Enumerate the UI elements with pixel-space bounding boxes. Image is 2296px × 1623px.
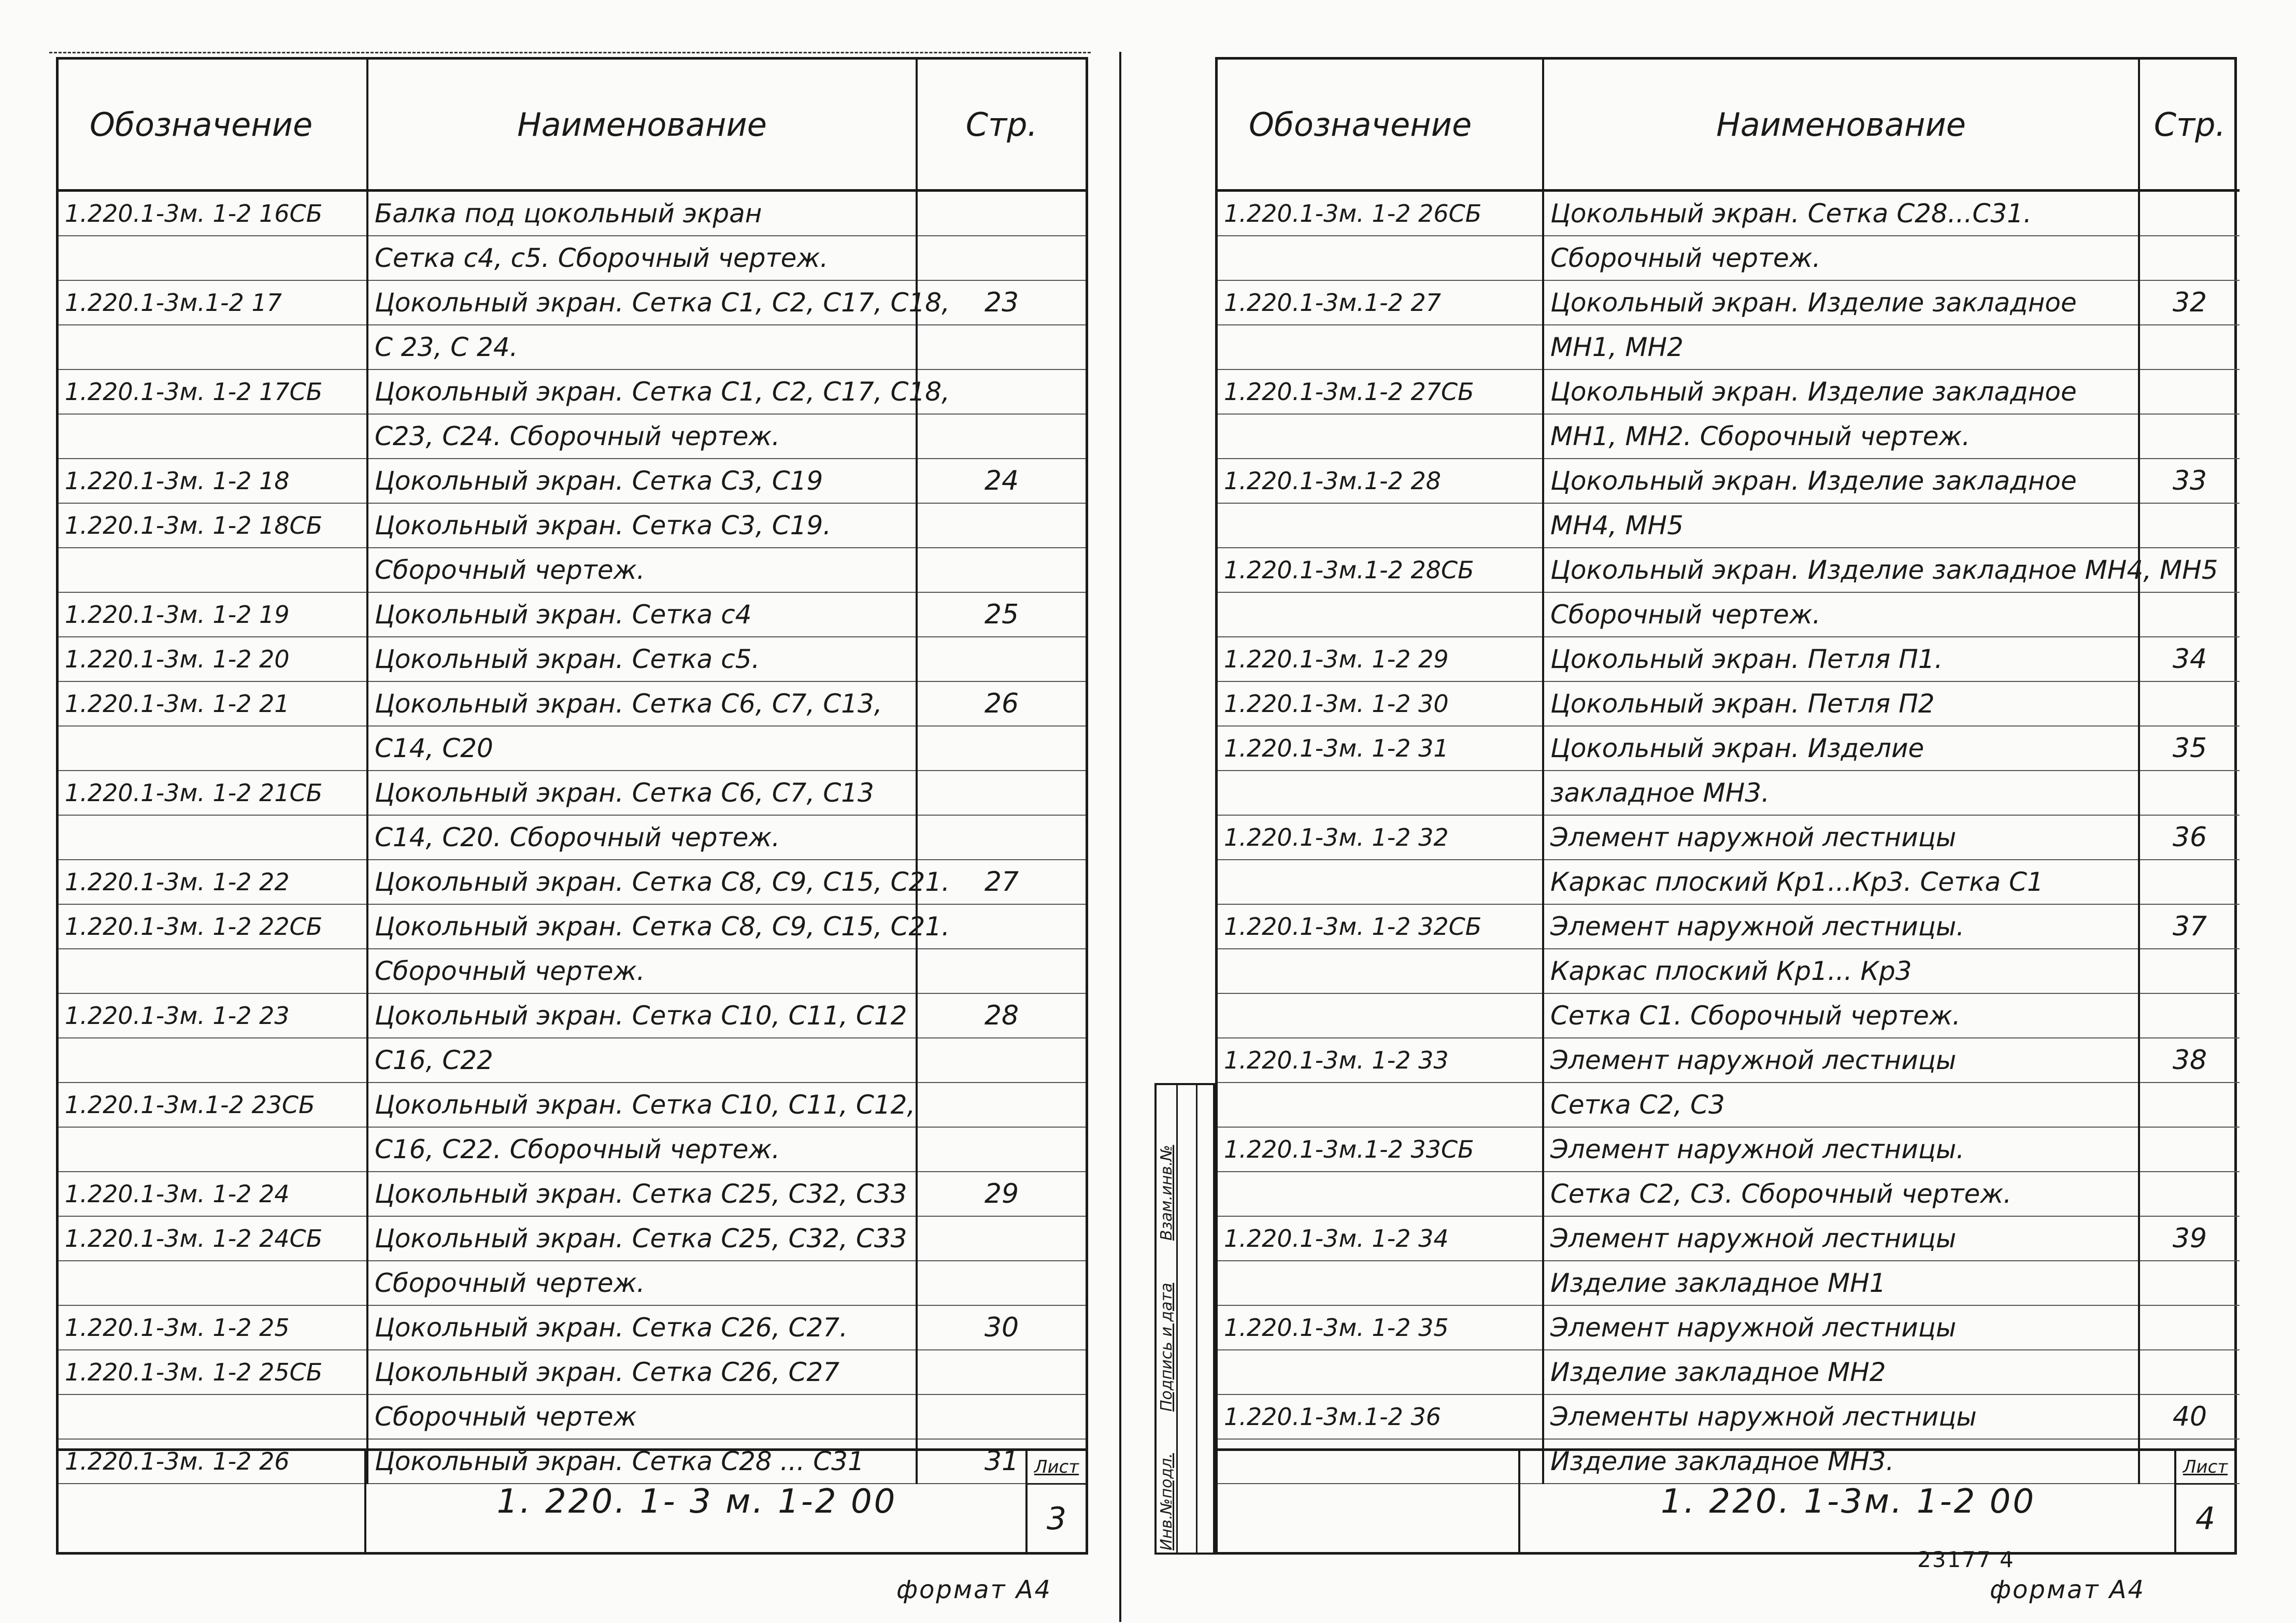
- row-name: Цокольный экран. Изделие закладное: [1543, 280, 2139, 325]
- row-name: Сетка с4, с5. Сборочный чертеж.: [367, 236, 917, 280]
- row-designation: [1218, 1261, 1543, 1305]
- row-name: С16, С22. Сборочный чертеж.: [367, 1127, 917, 1172]
- row-designation: 1.220.1-3м. 1-2 21СБ: [59, 771, 367, 815]
- row-designation: 1.220.1-3м.1-2 36: [1218, 1394, 1543, 1439]
- row-designation: 1.220.1-3м.1-2 27: [1218, 280, 1543, 325]
- table-row: [59, 459, 1086, 503]
- row-designation: [59, 325, 367, 369]
- row-name: Цокольный экран. Сетка С10, С11, С12,: [367, 1083, 917, 1127]
- row-designation: 1.220.1-3м. 1-2 18: [59, 459, 367, 503]
- table-row: [59, 949, 1086, 993]
- table-row: [59, 993, 1086, 1038]
- row-name: Цокольный экран. Петля П2: [1543, 681, 2139, 726]
- row-name: Цокольный экран. Изделие закладное: [1543, 369, 2139, 414]
- table-row: [59, 1127, 1086, 1172]
- row-name: Цокольный экран. Сетка С3, С19: [367, 459, 917, 503]
- row-name: Цокольный экран. Сетка С1, С2, С17, С18,: [367, 280, 917, 325]
- row-name: Цокольный экран. Сетка С8, С9, С15, С21.: [367, 904, 917, 949]
- sheet-box: [2174, 1451, 2234, 1552]
- table-row: [59, 191, 1086, 236]
- table-row: [1218, 681, 2240, 726]
- row-designation: [59, 414, 367, 459]
- row-page: [917, 1394, 1086, 1439]
- row-designation: 1.220.1-3м. 1-2 25СБ: [59, 1350, 367, 1394]
- center-divider: [1119, 52, 1121, 1622]
- table-row: [1218, 1083, 2240, 1127]
- row-name: Цокольный экран. Изделие закладное: [1543, 459, 2139, 503]
- row-page: 36: [2139, 815, 2240, 860]
- table-row: [1218, 1038, 2240, 1083]
- table-row: [1218, 503, 2240, 548]
- row-designation: [59, 815, 367, 860]
- row-designation: 1.220.1-3м. 1-2 34: [1218, 1216, 1543, 1261]
- table-row: [1218, 1305, 2240, 1350]
- row-designation: [59, 1394, 367, 1439]
- row-page: 24: [917, 459, 1086, 503]
- row-designation: 1.220.1-3м.1-2 27СБ: [1218, 369, 1543, 414]
- table-row: [59, 503, 1086, 548]
- row-page: 29: [917, 1172, 1086, 1216]
- table-row: [1218, 949, 2240, 993]
- row-name: МН1, МН2: [1543, 325, 2139, 369]
- table-row: [59, 325, 1086, 369]
- sheet-3: [56, 57, 1088, 1555]
- table-row: [59, 681, 1086, 726]
- row-designation: [59, 1038, 367, 1083]
- row-page: [2139, 414, 2240, 459]
- row-name: Сборочный чертеж: [367, 1394, 917, 1439]
- row-page: [2139, 949, 2240, 993]
- header-designation: Обозначение: [59, 60, 367, 191]
- row-designation: 1.220.1-3м. 1-2 19: [59, 592, 367, 637]
- row-page: [917, 1261, 1086, 1305]
- row-designation: [59, 726, 367, 771]
- row-designation: 1.220.1-3м. 1-2 18СБ: [59, 503, 367, 548]
- row-name: Элемент наружной лестницы: [1543, 815, 2139, 860]
- row-designation: [1218, 860, 1543, 904]
- row-designation: [1218, 325, 1543, 369]
- row-designation: [59, 949, 367, 993]
- row-designation: 1.220.1-3м. 1-2 20: [59, 637, 367, 681]
- row-page: 33: [2139, 459, 2240, 503]
- row-designation: [1218, 1350, 1543, 1394]
- table-row: [1218, 1261, 2240, 1305]
- row-designation: 1.220.1-3м. 1-2 22: [59, 860, 367, 904]
- row-name: Элемент наружной лестницы.: [1543, 904, 2139, 949]
- row-name: Сетка С2, С3: [1543, 1083, 2139, 1127]
- row-name: Сборочный чертеж.: [1543, 592, 2139, 637]
- table-row: [59, 592, 1086, 637]
- row-page: 30: [917, 1305, 1086, 1350]
- row-designation: 1.220.1-3м. 1-2 32СБ: [1218, 904, 1543, 949]
- side-stamp: [1154, 1083, 1215, 1555]
- table-row: [1218, 637, 2240, 681]
- row-name: Балка под цокольный экран: [367, 191, 917, 236]
- row-name: Элемент наружной лестницы.: [1543, 1127, 2139, 1172]
- table-row: [59, 815, 1086, 860]
- row-page: [917, 949, 1086, 993]
- sheet-label: Лист: [2176, 1451, 2234, 1485]
- row-page: [917, 1038, 1086, 1083]
- table-row: [1218, 280, 2240, 325]
- row-page: [2139, 369, 2240, 414]
- table-row: [59, 280, 1086, 325]
- row-page: [917, 503, 1086, 548]
- table-row: [1218, 459, 2240, 503]
- row-page: [2139, 860, 2240, 904]
- table-row: [1218, 1394, 2240, 1439]
- row-name: Изделие закладное МН3.: [1543, 1439, 2139, 1484]
- table-row: [59, 1083, 1086, 1127]
- row-designation: [1218, 1083, 1543, 1127]
- table-row: [59, 726, 1086, 771]
- row-designation: 1.220.1-3м.1-2 23СБ: [59, 1083, 367, 1127]
- document-designation: 1. 220. 1-3м. 1-2 00: [1660, 1482, 2036, 1521]
- row-page: [2139, 1127, 2240, 1172]
- table-row: [59, 860, 1086, 904]
- table-row: [59, 1350, 1086, 1394]
- table-row: [59, 369, 1086, 414]
- row-page: 31: [917, 1439, 1086, 1484]
- inv-original-label: Инв.№подл.: [1158, 1453, 1176, 1550]
- row-page: [2139, 592, 2240, 637]
- row-name: Сборочный чертеж.: [367, 548, 917, 592]
- format-label-left: формат А4: [896, 1575, 1052, 1604]
- row-page: [2139, 1083, 2240, 1127]
- row-page: [2139, 1350, 2240, 1394]
- title-block: [59, 1448, 1086, 1552]
- row-page: [917, 637, 1086, 681]
- row-page: 34: [2139, 637, 2240, 681]
- row-designation: 1.220.1-3м. 1-2 22СБ: [59, 904, 367, 949]
- row-page: [2139, 771, 2240, 815]
- header-name: Наименование: [367, 60, 917, 191]
- row-page: [2139, 236, 2240, 280]
- header-designation: Обозначение: [1218, 60, 1543, 191]
- row-page: 35: [2139, 726, 2240, 771]
- table-row: [59, 1216, 1086, 1261]
- archive-number: 23177 4: [1917, 1547, 2015, 1572]
- table-row: [1218, 860, 2240, 904]
- table-row: [1218, 771, 2240, 815]
- row-page: [917, 1216, 1086, 1261]
- row-designation: 1.220.1-3м. 1-2 16СБ: [59, 191, 367, 236]
- row-name: Изделие закладное МН1: [1543, 1261, 2139, 1305]
- side-stamp-strip: [1176, 1085, 1197, 1553]
- row-designation: 1.220.1-3м. 1-2 31: [1218, 726, 1543, 771]
- row-designation: [1218, 236, 1543, 280]
- row-designation: 1.220.1-3м. 1-2 35: [1218, 1305, 1543, 1350]
- header-row: [59, 60, 1086, 191]
- row-name: С23, С24. Сборочный чертеж.: [367, 414, 917, 459]
- document-designation: 1. 220. 1- 3 м. 1-2 00: [496, 1482, 897, 1521]
- row-name: Цокольный экран. Сетка С26, С27.: [367, 1305, 917, 1350]
- row-page: [917, 236, 1086, 280]
- row-page: 28: [917, 993, 1086, 1038]
- row-page: [2139, 191, 2240, 236]
- row-name: Цокольный экран. Сетка с4: [367, 592, 917, 637]
- row-designation: [59, 1261, 367, 1305]
- table-row: [1218, 191, 2240, 236]
- row-page: [917, 1127, 1086, 1172]
- table-row: [1218, 325, 2240, 369]
- table-row: [59, 1172, 1086, 1216]
- sheet-number: 4: [2195, 1500, 2216, 1537]
- row-page: [917, 414, 1086, 459]
- row-designation: 1.220.1-3м.1-2 33СБ: [1218, 1127, 1543, 1172]
- row-name: Цокольный экран. Сетка С3, С19.: [367, 503, 917, 548]
- row-name: Элементы наружной лестницы: [1543, 1394, 2139, 1439]
- row-name: МН4, МН5: [1543, 503, 2139, 548]
- row-name: Цокольный экран. Сетка С28 ... С31: [367, 1439, 917, 1484]
- row-name: Каркас плоский Кр1... Кр3: [1543, 949, 2139, 993]
- row-name: Элемент наружной лестницы: [1543, 1038, 2139, 1083]
- table-row: [59, 904, 1086, 949]
- row-designation: [59, 548, 367, 592]
- row-name: Сборочный чертеж.: [367, 1261, 917, 1305]
- table-row: [1218, 236, 2240, 280]
- row-page: 39: [2139, 1216, 2240, 1261]
- row-designation: [1218, 503, 1543, 548]
- row-designation: [1218, 414, 1543, 459]
- sheet-label: Лист: [1028, 1451, 1086, 1485]
- row-page: [917, 771, 1086, 815]
- row-designation: 1.220.1-3м. 1-2 26СБ: [1218, 191, 1543, 236]
- row-name: Цокольный экран. Сетка С25, С32, С33: [367, 1172, 917, 1216]
- row-page: [2139, 681, 2240, 726]
- row-name: С16, С22: [367, 1038, 917, 1083]
- sheet-box: [1025, 1451, 1086, 1552]
- header-row: [1218, 60, 2240, 191]
- table-row: [59, 1261, 1086, 1305]
- row-page: [917, 815, 1086, 860]
- row-designation: [1218, 993, 1543, 1038]
- table-row: [1218, 1172, 2240, 1216]
- row-page: 23: [917, 280, 1086, 325]
- row-name: Цокольный экран. Петля П1.: [1543, 637, 2139, 681]
- row-designation: 1.220.1-3м.1-2 28СБ: [1218, 548, 1543, 592]
- table-row: [59, 1394, 1086, 1439]
- table-row: [59, 771, 1086, 815]
- table-row: [1218, 592, 2240, 637]
- row-page: [917, 726, 1086, 771]
- table-row: [1218, 993, 2240, 1038]
- row-name: С14, С20: [367, 726, 917, 771]
- row-page: [917, 325, 1086, 369]
- row-designation: 1.220.1-3м. 1-2 17СБ: [59, 369, 367, 414]
- row-name: Каркас плоский Кр1...Кр3. Сетка С1: [1543, 860, 2139, 904]
- row-name: Сборочный чертеж.: [367, 949, 917, 993]
- row-designation: [1218, 592, 1543, 637]
- row-designation: 1.220.1-3м.1-2 28: [1218, 459, 1543, 503]
- row-name: Цокольный экран. Сетка С28...С31.: [1543, 191, 2139, 236]
- row-designation: 1.220.1-3м. 1-2 23: [59, 993, 367, 1038]
- row-designation: [59, 236, 367, 280]
- row-name: Цокольный экран. Сетка С6, С7, С13: [367, 771, 917, 815]
- row-name: С14, С20. Сборочный чертеж.: [367, 815, 917, 860]
- table-row: [59, 1038, 1086, 1083]
- table-row: [1218, 815, 2240, 860]
- header-page: Стр.: [2139, 60, 2240, 191]
- table-row: [1218, 1127, 2240, 1172]
- row-designation: 1.220.1-3м. 1-2 24: [59, 1172, 367, 1216]
- row-name: Цокольный экран. Сетка С1, С2, С17, С18,: [367, 369, 917, 414]
- row-name: Цокольный экран. Сетка С25, С32, С33: [367, 1216, 917, 1261]
- table-row: [1218, 414, 2240, 459]
- row-name: Цокольный экран. Сетка С10, С11, С12: [367, 993, 917, 1038]
- row-name: Цокольный экран. Сетка С8, С9, С15, С21.: [367, 860, 917, 904]
- table-row: [59, 1305, 1086, 1350]
- contents-table-left: [59, 60, 1086, 1484]
- row-name: Сетка С2, С3. Сборочный чертеж.: [1543, 1172, 2139, 1216]
- row-designation: [1218, 949, 1543, 993]
- row-name: Сетка С1. Сборочный чертеж.: [1543, 993, 2139, 1038]
- table-row: [1218, 369, 2240, 414]
- row-page: 25: [917, 592, 1086, 637]
- row-designation: [1218, 771, 1543, 815]
- row-page: [917, 548, 1086, 592]
- row-name: С 23, С 24.: [367, 325, 917, 369]
- row-name: Изделие закладное МН2: [1543, 1350, 2139, 1394]
- top-edge-dash: [49, 52, 1091, 53]
- table-row: [1218, 548, 2240, 592]
- header-name: Наименование: [1543, 60, 2139, 191]
- table-row: [1218, 726, 2240, 771]
- row-page: 37: [2139, 904, 2240, 949]
- row-designation: 1.220.1-3м. 1-2 21: [59, 681, 367, 726]
- row-name: Цокольный экран. Сетка с5.: [367, 637, 917, 681]
- row-page: 38: [2139, 1038, 2240, 1083]
- row-name: Цокольный экран. Сетка С6, С7, С13,: [367, 681, 917, 726]
- title-block: [1218, 1448, 2234, 1552]
- row-page: [2139, 503, 2240, 548]
- row-designation: 1.220.1-3м. 1-2 25: [59, 1305, 367, 1350]
- table-row: [59, 637, 1086, 681]
- row-designation: 1.220.1-3м. 1-2 26: [59, 1439, 367, 1484]
- row-name: Элемент наружной лестницы: [1543, 1216, 2139, 1261]
- replace-inv-label: Взам.инв.№: [1158, 1145, 1176, 1241]
- row-name: Сборочный чертеж.: [1543, 236, 2139, 280]
- row-designation: 1.220.1-3м. 1-2 29: [1218, 637, 1543, 681]
- row-page: [2139, 1305, 2240, 1350]
- row-page: 27: [917, 860, 1086, 904]
- row-designation: 1.220.1-3м.1-2 17: [59, 280, 367, 325]
- header-page: Стр.: [917, 60, 1086, 191]
- row-page: [2139, 993, 2240, 1038]
- title-block-blank-cell: [59, 1451, 366, 1552]
- row-designation: [1218, 1172, 1543, 1216]
- row-page: 40: [2139, 1394, 2240, 1439]
- title-block-blank-cell: [1218, 1451, 1520, 1552]
- row-name: Цокольный экран. Сетка С26, С27: [367, 1350, 917, 1394]
- row-page: [2139, 325, 2240, 369]
- row-name: закладное МН3.: [1543, 771, 2139, 815]
- row-page: [917, 1083, 1086, 1127]
- table-row: [1218, 1216, 2240, 1261]
- format-label-right: формат А4: [1990, 1575, 2146, 1604]
- table-row: [59, 414, 1086, 459]
- row-name: Цокольный экран. Изделие закладное МН4, МН5: [1543, 548, 2139, 592]
- row-name: Элемент наружной лестницы: [1543, 1305, 2139, 1350]
- row-designation: 1.220.1-3м. 1-2 33: [1218, 1038, 1543, 1083]
- row-name: МН1, МН2. Сборочный чертеж.: [1543, 414, 2139, 459]
- row-page: 26: [917, 681, 1086, 726]
- row-page: [917, 191, 1086, 236]
- sheet-number: 3: [1046, 1500, 1067, 1537]
- table-row: [59, 236, 1086, 280]
- row-designation: 1.220.1-3м. 1-2 32: [1218, 815, 1543, 860]
- table-row: [1218, 1350, 2240, 1394]
- table-row: [1218, 904, 2240, 949]
- sign-date-label: Подпись и дата: [1158, 1283, 1176, 1412]
- row-name: Цокольный экран. Изделие: [1543, 726, 2139, 771]
- row-designation: 1.220.1-3м. 1-2 30: [1218, 681, 1543, 726]
- row-designation: [59, 1127, 367, 1172]
- row-page: [2139, 1261, 2240, 1305]
- table-row: [59, 548, 1086, 592]
- contents-table-right: [1218, 60, 2240, 1484]
- row-page: [917, 1350, 1086, 1394]
- row-page: 32: [2139, 280, 2240, 325]
- sheet-4: [1215, 57, 2237, 1555]
- row-page: [2139, 1172, 2240, 1216]
- row-designation: 1.220.1-3м. 1-2 24СБ: [59, 1216, 367, 1261]
